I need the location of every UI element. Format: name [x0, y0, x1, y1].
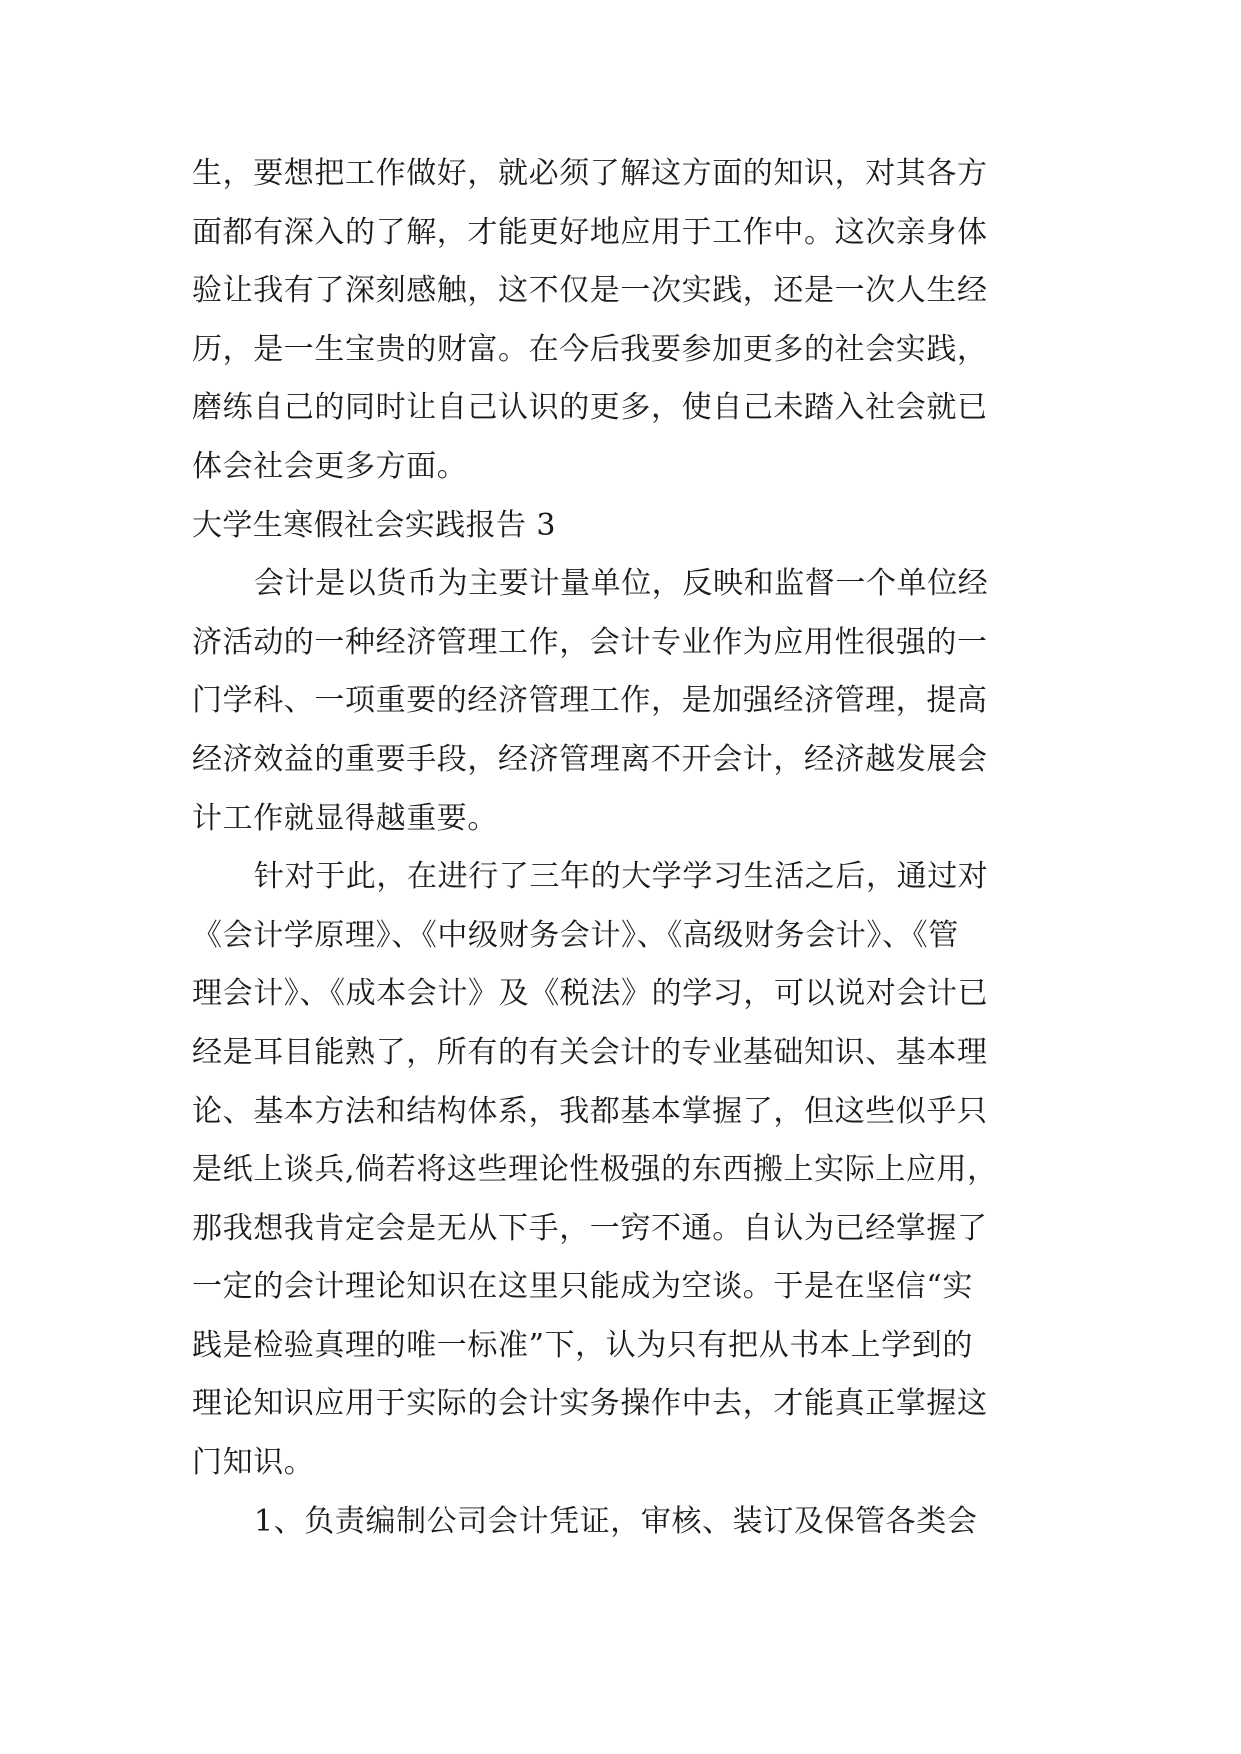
text-line: 论、基本方法和结构体系，我都基本掌握了，但这些似乎只: [192, 1093, 988, 1129]
text-line: 生，要想把工作做好，就必须了解这方面的知识，对其各方: [192, 156, 988, 191]
text-line: 验让我有了深刻感触，这不仅是一次实践，还是一次人生经: [192, 273, 988, 309]
paragraph-first-line: 会计是以货币为主要计量单位，反映和监督一个单位经: [254, 566, 989, 602]
text-line: 是纸上谈兵,倘若将这些理论性极强的东西搬上实际上应用，: [192, 1152, 998, 1188]
paragraph-first-line: 针对于此，在进行了三年的大学学习生活之后，通过对: [254, 859, 989, 895]
text-line: 历，是一生宝贵的财富。在今后我要参加更多的社会实践，: [192, 331, 988, 367]
text-line: 一定的会计理论知识在这里只能成为空谈。于是在坚信“实: [192, 1269, 973, 1305]
text-line: 理会计》、《成本会计》及《税法》的学习，可以说对会计已: [192, 976, 989, 1012]
section-heading: 大学生寒假社会实践报告 3: [192, 507, 556, 543]
text-line: 经是耳目能熟了，所有的有关会计的专业基础知识、基本理: [192, 1034, 988, 1070]
text-line: 计工作就显得越重要。: [192, 800, 498, 836]
text-line: 面都有深入的了解，才能更好地应用于工作中。这次亲身体: [192, 214, 988, 250]
text-line: 践是检验真理的唯一标准”下，认为只有把从书本上学到的: [192, 1327, 973, 1363]
text-line: 体会社会更多方面。: [192, 448, 468, 484]
text-line: 磨练自己的同时让自己认识的更多，使自己未踏入社会就已: [192, 390, 988, 426]
text-line: 门学科、一项重要的经济管理工作，是加强经济管理，提高: [192, 683, 988, 719]
paragraph-first-line: 1、负责编制公司会计凭证，审核、装订及保管各类会: [254, 1503, 978, 1539]
text-line: 理论知识应用于实际的会计实务操作中去，才能真正掌握这: [192, 1386, 988, 1422]
text-line: 门知识。: [192, 1445, 315, 1481]
text-line: 《会计学原理》、《中级财务会计》、《高级财务会计》、《管: [192, 917, 959, 953]
document-body: [192, 145, 1052, 1551]
text-line: 那我想我肯定会是无从下手，一窍不通。自认为已经掌握了: [192, 1210, 988, 1246]
text-line: 经济效益的重要手段，经济管理离不开会计，经济越发展会: [192, 741, 988, 777]
text-line: 济活动的一种经济管理工作，会计专业作为应用性很强的一: [192, 624, 988, 660]
